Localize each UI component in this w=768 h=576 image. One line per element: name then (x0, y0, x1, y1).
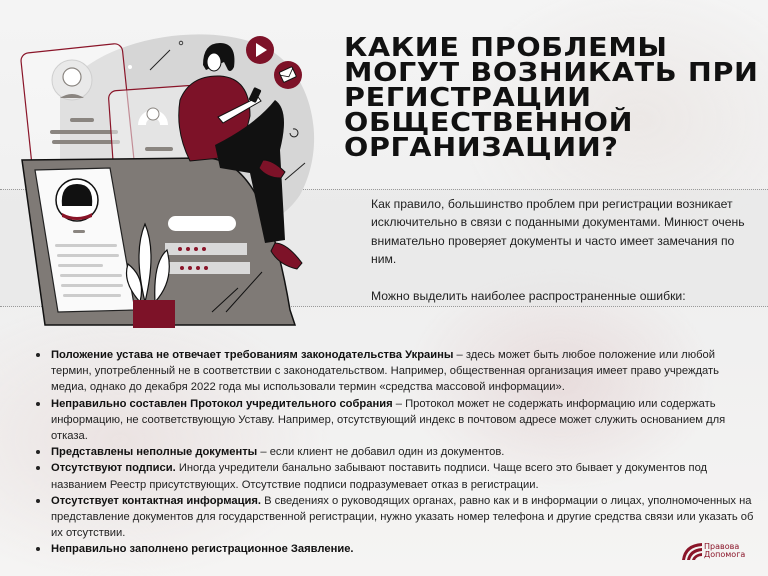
list-item (34, 396, 754, 445)
errors-list (34, 347, 754, 558)
list-item (34, 347, 754, 396)
illustration (0, 0, 340, 340)
list-item-title: Положение устава не отвечает требованиям законодательства Украины (51, 349, 454, 361)
list-item (34, 493, 754, 542)
title-line: МОГУТ ВОЗНИКАТЬ ПРИ (344, 58, 759, 88)
intro-lead: Можно выделить наиболее распространенные ошибки: (371, 289, 686, 304)
list-item-text: В сведениях о руководящих органах, равно как и в информации о лицах, уполномоченных на представление документов для государственной регистрации, нужно указать номер телефона и другие средства связи или указать об их отсутствии. (51, 494, 754, 540)
list-item-text: – здесь может быть любое положение или любой термин, употребленный не в соответствии с законодательством. Например, общественная организация имеет право учреждать медиа, однако до декабря 2022 года мы использовали термин «средства массовой информации». (51, 349, 719, 394)
list-item-text: – Протокол может не содержать информацию или содержать информацию, не соответствующую Уставу. Например, отсутствующий индекс в почтовом адресе может служить основанием для отказа. (51, 397, 726, 443)
list-item-title: Неправильно заполнено регистрационное Заявление. (51, 543, 354, 556)
login-field-icon (168, 216, 236, 231)
play-icon (246, 36, 274, 64)
rainbow-arcs-icon (681, 542, 703, 560)
list-item (34, 460, 754, 492)
intro-text (371, 195, 763, 305)
title-line: КАКИЕ ПРОБЛЕМЫ (344, 33, 668, 63)
list-item-text: – если клиент не добавил один из документов. (257, 446, 505, 459)
list-item-title: Неправильно составлен Протокол учредительного собрания (51, 397, 393, 410)
intro-paragraph: Как правило, большинство проблем при регистрации возникает исключительно в связи с поданными документами. Минюст очень внимательно проверяет документы и часто имеет замечания по ним. (371, 197, 745, 267)
logo (681, 540, 761, 562)
logo-line-2: Допомога (704, 550, 746, 559)
logo-line-1: Правова (704, 541, 740, 551)
list-item (34, 444, 754, 460)
list-item-title: Представлены неполные документы (51, 446, 258, 459)
page-title (344, 33, 768, 163)
list-item-title: Отсутствует контактная информация. (51, 494, 261, 507)
mail-icon (274, 61, 302, 89)
title-line: ОБЩЕСТВЕННОЙ (344, 108, 634, 138)
list-item-text: Иногда учредители банально забывают поставить подписи. Чаще всего это бывает у документов под названием Реестр присутствующих. Отсутствие подписи подразумевает отказ в регистрации. (51, 462, 708, 491)
title-line: РЕГИСТРАЦИИ (344, 83, 592, 113)
title-line: ОРГАНИЗАЦИИ? (344, 133, 619, 163)
list-item-title: Отсутствуют подписи. (51, 462, 176, 475)
list-item (34, 541, 754, 557)
